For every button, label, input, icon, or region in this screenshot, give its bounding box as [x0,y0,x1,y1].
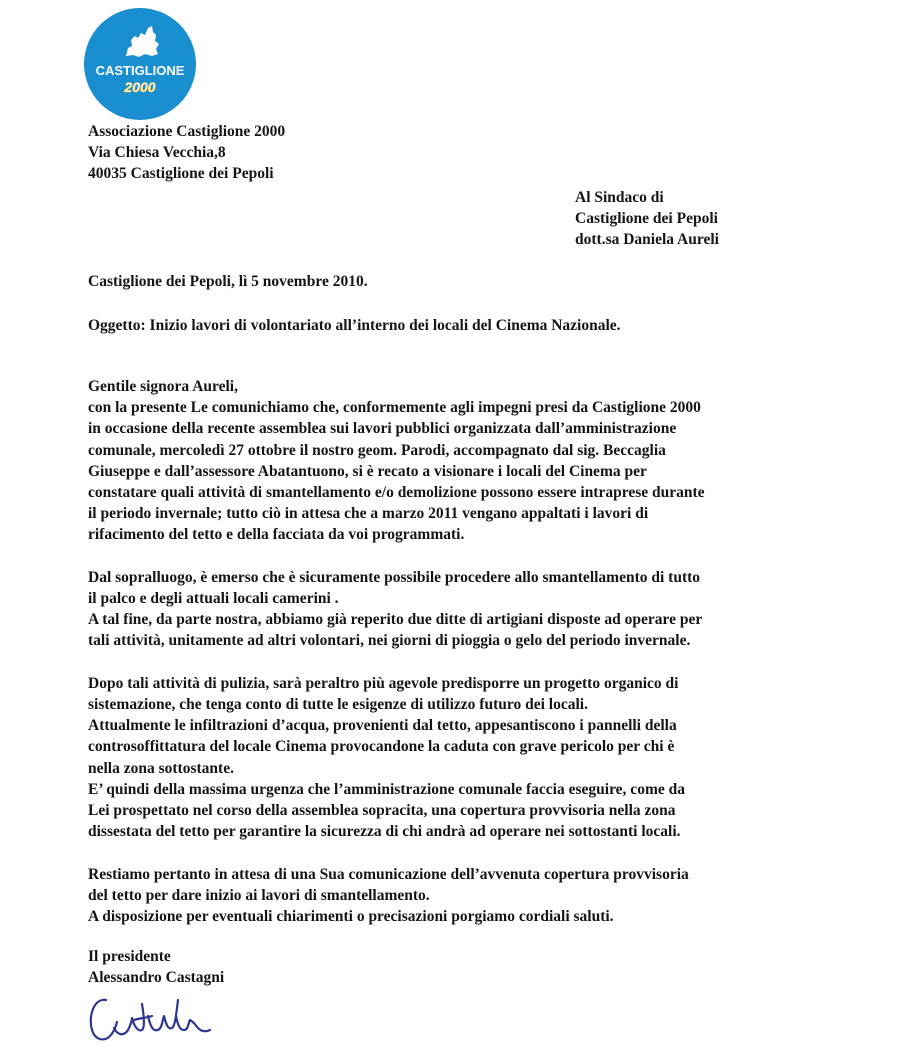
handwritten-signature [84,986,244,1052]
body-paragraph [88,376,868,546]
body-line: A tal fine, da parte nostra, abbiamo già reperito due ditte di artigiani disposte ad operare per [88,611,703,629]
body-line: in occasione della recente assemblea sui lavori pubblici organizzata dall’amministrazione [88,420,677,438]
body-line: dissestata del tetto per garantire la sicurezza di chi andrà ad operare nei sottostanti locali. [88,823,681,841]
body-line: Gentile signora Aureli, [88,378,238,395]
sender-line: Via Chiesa Vecchia,8 [88,144,226,162]
body-line: Lei prospettato nel corso della assemblea sopracita, una copertura provvisoria nella zona [88,802,676,820]
body-line: A disposizione per eventuali chiarimenti o precisazioni porgiamo cordiali saluti. [88,908,614,926]
sender-address [88,121,285,185]
signer-role: Il presidente [88,948,171,965]
body-line: tali attività, unitamente ad altri volontari, nei giorni di pioggia o gelo del periodo invernale. [88,632,691,650]
body-line: con la presente Le comunichiamo che, conformemente agli impegni presi da Castiglione 2000 [88,399,701,417]
body-line: rifacimento del tetto e della facciata da voi programmati. [88,526,465,544]
body-line: Dal sopralluogo, è emerso che è sicuramente possibile procedere allo smantellamento di tutto [88,568,701,586]
sender-line: Associazione Castiglione 2000 [88,123,286,140]
body-line: sistemazione, che tenga conto di tutte le esigenze di utilizzo futuro dei locali. [88,696,588,714]
recipient-line: Al Sindaco di [575,189,664,206]
body-line: Giuseppe e dall’assessore Abatantuono, si è recato a visionare i locali del Cinema per [88,462,647,480]
body-paragraph [88,864,868,928]
castiglione-2000-logo [82,8,198,120]
body-line: comunale, mercoledì 27 ottobre il nostro geom. Parodi, accompagnato dal sig. Beccaglia [88,441,666,459]
body-paragraph [88,567,868,652]
letter-body [88,376,868,948]
letter-subject: Oggetto: Inizio lavori di volontariato all’interno dei locali del Cinema Nazionale. [88,317,621,334]
letter-closing [88,946,224,988]
body-line: constatare quali attività di smantellamento e/o demolizione possono essere intraprese durante [88,484,705,502]
body-paragraph [88,673,868,843]
signer-name: Alessandro Castagni [88,969,225,987]
body-line: il palco e degli attuali locali camerini . [88,590,339,608]
body-line: Dopo tali attività di pulizia, sarà peraltro più agevole predisporre un progetto organico di [88,674,679,692]
body-line: il periodo invernale; tutto ciò in attesa che a marzo 2011 vengano appaltati i lavori di [88,505,649,523]
body-line: Attualmente le infiltrazioni d’acqua, provenienti dal tetto, appesantiscono i pannelli della [88,717,677,735]
body-line: controsoffittatura del locale Cinema provocandone la caduta con grave pericolo per chi è [88,738,675,756]
body-line: nella zona sottostante. [88,759,234,777]
sender-line: 40035 Castiglione dei Pepoli [88,165,274,183]
recipient-address [575,187,719,251]
letter-date: Castiglione dei Pepoli, lì 5 novembre 2010. [88,273,368,290]
logo-text-2000: 2000 [124,79,156,95]
recipient-line: Castiglione dei Pepoli [575,210,718,228]
body-line: E’ quindi della massima urgenza che l’amministrazione comunale faccia eseguire, come da [88,780,685,798]
body-line: del tetto per dare inizio ai lavori di smantellamento. [88,886,430,904]
logo-text-castiglione: CASTIGLIONE [95,63,185,78]
recipient-line: dott.sa Daniela Aureli [575,231,719,249]
body-line: Restiamo pertanto in attesa di una Sua comunicazione dell’avvenuta copertura provvisoria [88,865,689,883]
